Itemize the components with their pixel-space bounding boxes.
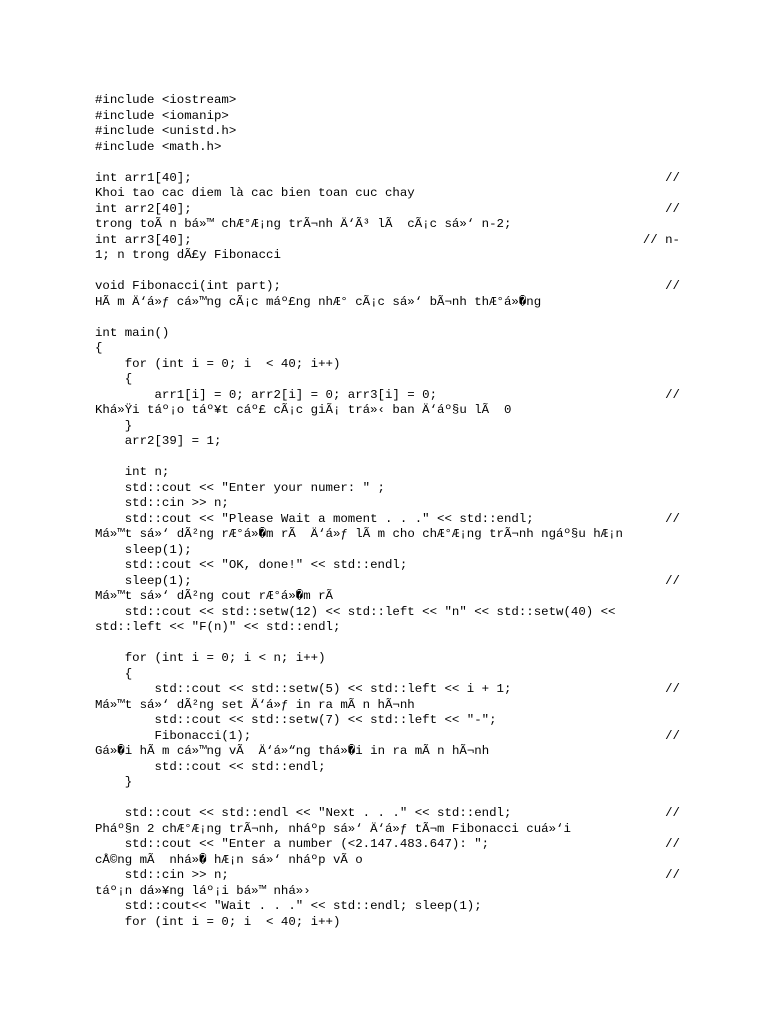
code-line: for (int i = 0; i < n; i++) [95,651,326,665]
code-line-with-comment [95,682,680,698]
code-line-with-comment [95,837,680,853]
code-line-with-comment [95,806,680,822]
code-line-with-comment [95,512,680,528]
code-line: int main() [95,325,170,340]
code-text: void Fibonacci(int part); [95,279,281,293]
code-listing [95,93,680,930]
comment-marker: // n- [642,232,680,247]
code-text: int arr2[40]; [95,201,192,216]
comment-marker: // [665,573,680,588]
code-line: Má»™t sá»‘ dÃ²ng set Ä‘á»ƒ in ra mÃ n hÃ¬nh [95,697,415,712]
code-text: std::cin >> n; [95,868,229,882]
comment-marker: // [665,387,680,402]
code-line: Má»™t sá»‘ dÃ²ng rÆ°á»�m rÃ Ä‘á»ƒ lÃ m cho chÆ°Æ¡ng trÃ¬nh ngáº§u hÆ¡n [95,527,623,541]
comment-marker: // [665,201,680,216]
comment-marker: // [665,279,680,293]
code-line: { [95,372,133,386]
code-line: Má»™t sá»‘ dÃ²ng cout rÆ°á»�m rÃ [95,589,341,603]
code-line-with-comment [95,279,680,295]
code-line: Khoi tao cac diem là cac bien toan cuc chay [95,186,415,200]
code-line-with-comment [95,171,680,187]
comment-marker: // [665,728,680,743]
code-line: cÅ©ng mÃ nhá»� hÆ¡n sá»‘ nháºp vÃ o [95,852,363,867]
code-line: arr2[39] = 1; [95,434,222,448]
code-line: for (int i = 0; i < 40; i++) [95,914,341,929]
code-line: for (int i = 0; i < 40; i++) [95,356,341,371]
code-text: sleep(1); [95,573,192,588]
comment-marker: // [665,170,680,185]
code-line-with-comment [95,202,680,218]
code-line: std::cout << std::endl; [95,759,326,774]
code-line: Gá»�i hÃ m cá»™ng vÃ Ä‘á»“ng thá»�i in ra mÃ n hÃ¬nh [95,744,490,758]
code-line: trong toÃ n bá»™ chÆ°Æ¡ng trÃ¬nh Ä‘Ã³ lÃ cÃ¡c sá»‘ n-2; [95,217,512,231]
code-line: sleep(1); [95,542,192,557]
blank-line [95,310,680,326]
code-line: #include <iomanip> [95,108,229,123]
code-line: { [95,341,103,355]
code-line: std::left << "F(n)" << std::endl; [95,620,341,634]
code-line-with-comment [95,729,680,745]
blank-line [95,264,680,280]
code-text: std::cout << std::setw(5) << std::left << i + 1; [95,682,512,696]
comment-marker: // [665,868,680,882]
code-line: std::cout << std::setw(12) << std::left << "n" << std::setw(40) << [95,604,616,619]
code-line: int n; [95,465,170,479]
comment-marker: // [665,511,680,526]
code-text: int arr1[40]; [95,170,192,185]
code-line: 1; n trong dÃ£y Fibonacci [95,248,281,262]
code-line: Khá»Ÿi táº¡o táº¥t cáº£ cÃ¡c giÃ¡ trá»‹ ban Ä‘áº§u lÃ 0 [95,403,512,417]
code-line: std::cout<< "Wait . . ." << std::endl; sleep(1); [95,899,482,913]
code-text: arr1[i] = 0; arr2[i] = 0; arr3[i] = 0; [95,387,438,402]
comment-marker: // [665,837,680,851]
code-line: #include <math.h> [95,139,222,154]
code-line-with-comment [95,868,680,884]
code-line: táº¡n dá»¥ng láº¡i bá»™ nhá»› [95,883,311,898]
code-line: } [95,775,133,789]
blank-line [95,791,680,807]
code-line-with-comment [95,574,680,590]
code-line: std::cout << std::setw(7) << std::left << "-"; [95,713,497,727]
code-line: std::cout << "OK, done!" << std::endl; [95,558,408,572]
code-text: std::cout << std::endl << "Next . . ." << std::endl; [95,806,512,820]
code-line: { [95,666,133,681]
code-line: std::cout << "Enter your numer: " ; [95,480,385,495]
code-line-with-comment [95,233,680,249]
code-text: int arr3[40]; [95,232,192,247]
code-text: std::cout << "Please Wait a moment . . ." << std::endl; [95,511,534,526]
code-line: } [95,418,133,433]
code-line: #include <unistd.h> [95,124,237,138]
code-line: #include <iostream> [95,93,237,107]
comment-marker: // [665,682,680,696]
code-line-with-comment [95,388,680,404]
code-text: Fibonacci(1); [95,728,252,743]
blank-line [95,450,680,466]
blank-line [95,155,680,171]
code-line: HÃ m Ä‘á»ƒ cá»™ng cÃ¡c máº£ng nhÆ° cÃ¡c sá»‘ bÃ¬nh thÆ°á»�ng [95,294,542,309]
code-line: Pháº§n 2 chÆ°Æ¡ng trÃ¬nh, nháºp sá»‘ Ä‘á»ƒ tÃ¬m Fibonacci cuá»‘i [95,821,571,836]
blank-line [95,636,680,652]
code-text: std::cout << "Enter a number (<2.147.483.647): "; [95,837,490,851]
code-line: std::cin >> n; [95,496,229,510]
comment-marker: // [665,806,680,820]
